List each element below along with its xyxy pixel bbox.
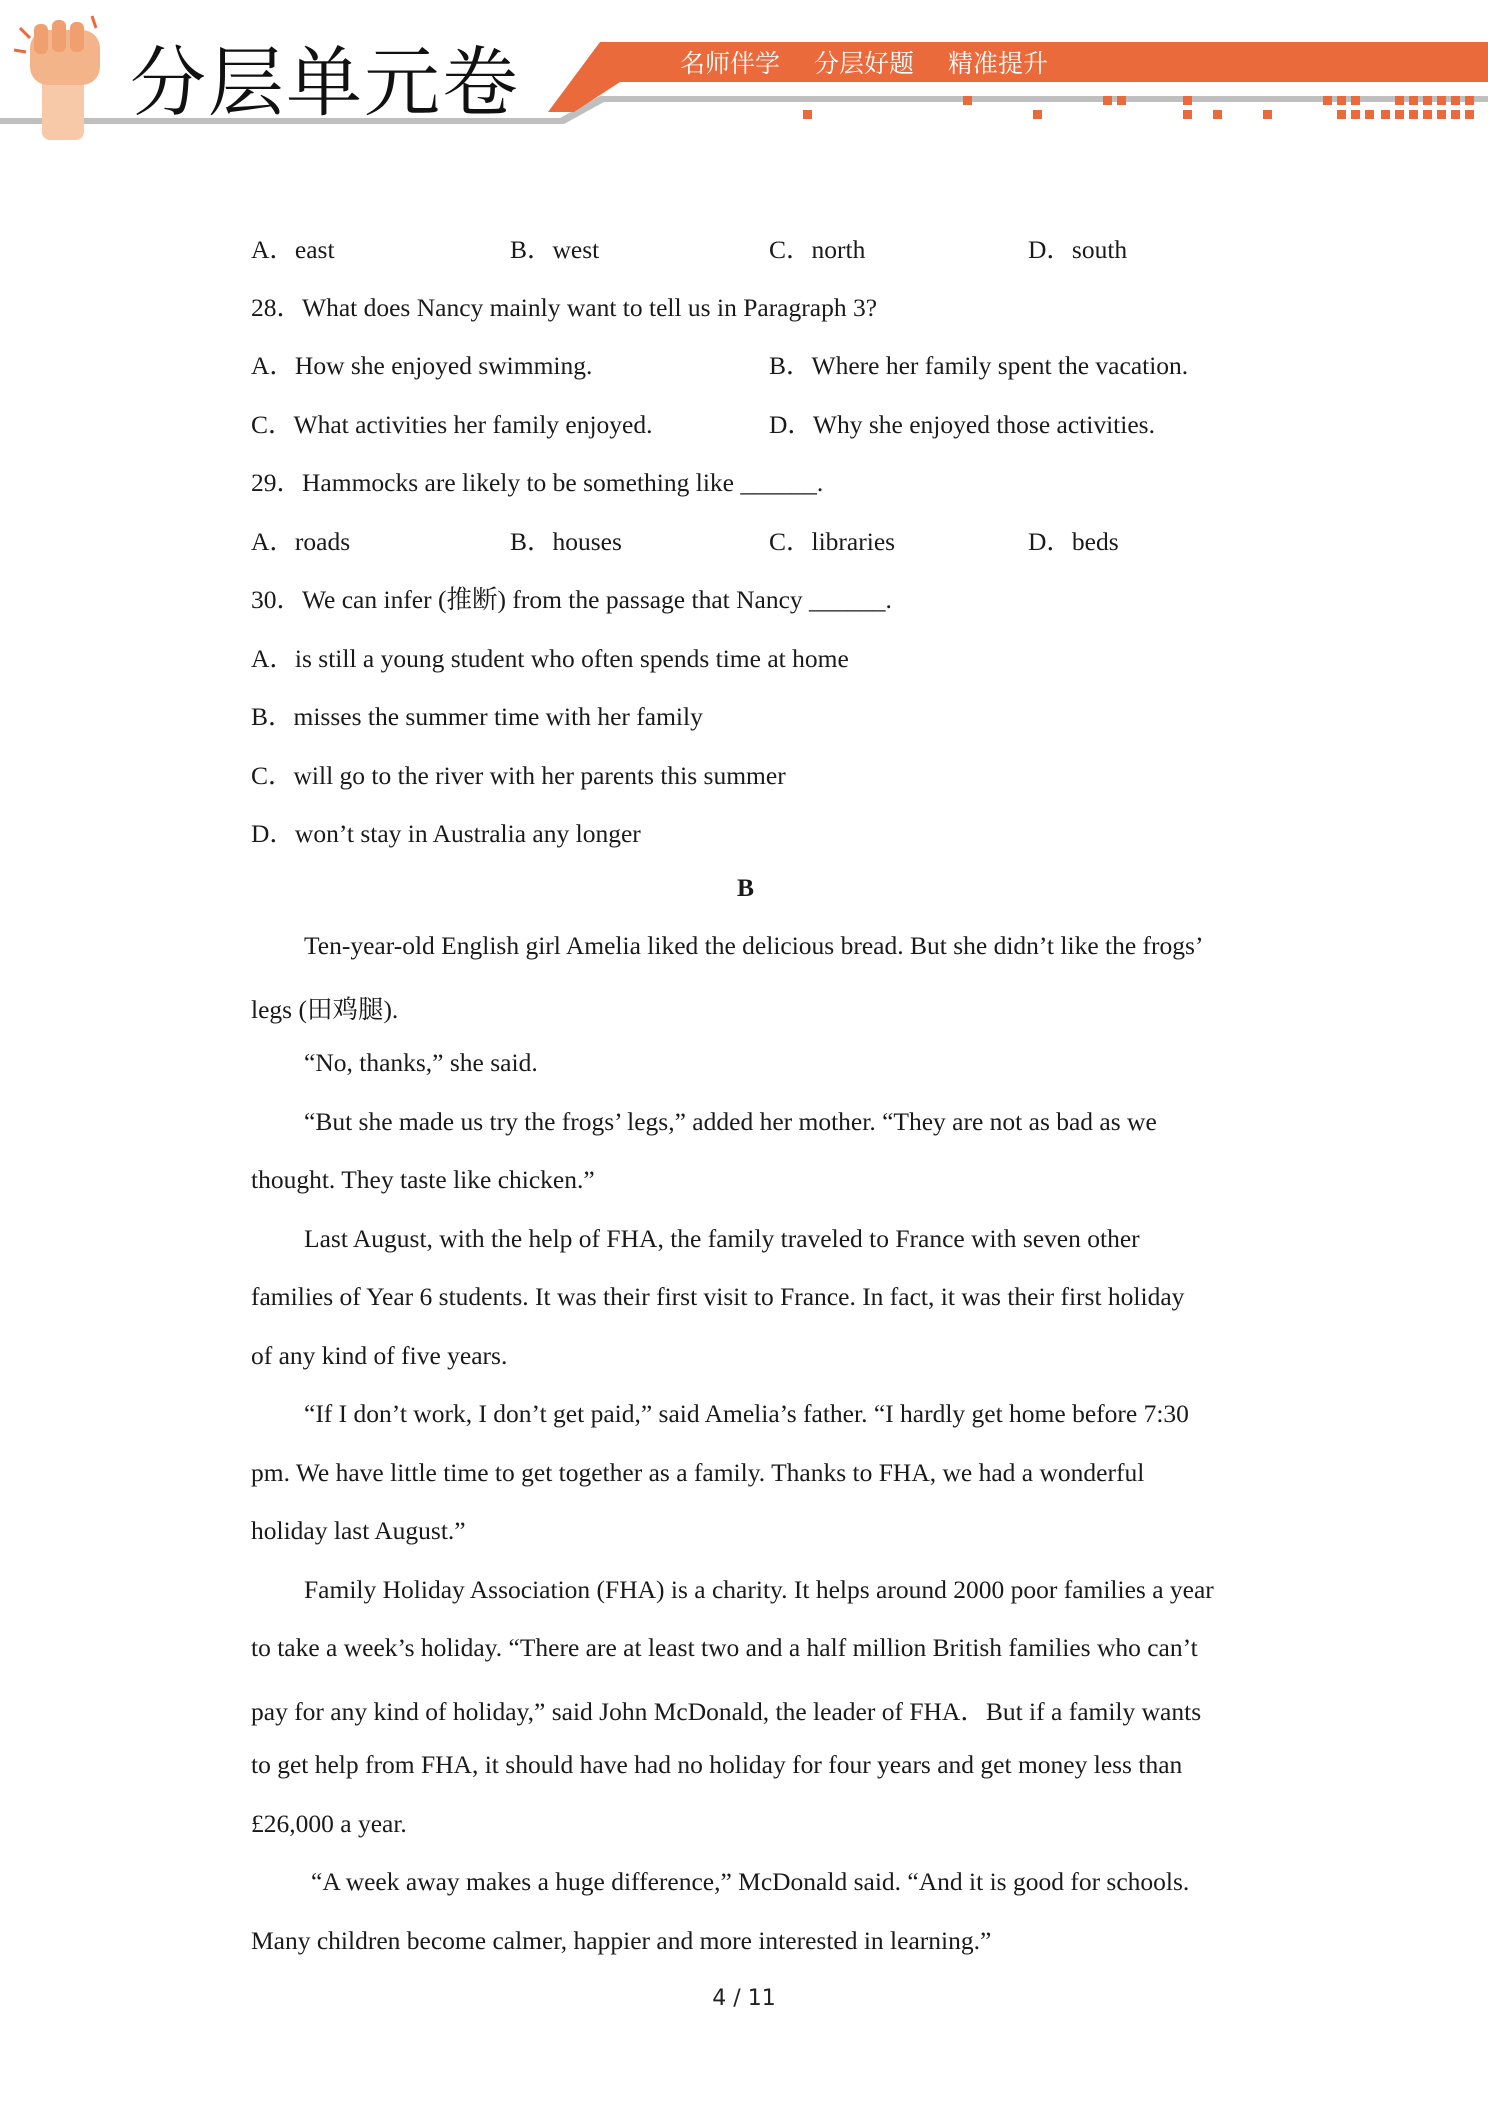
passage-line: families of Year 6 students. It was their first visit to France. In fact, it was their first holiday <box>251 1282 1185 1311</box>
passage-line: of any kind of five years. <box>251 1341 508 1370</box>
passage-line: to get help from FHA, it should have had no holiday for four years and get money less than <box>251 1750 1183 1779</box>
passage-line: Last August, with the help of FHA, the family traveled to France with seven other <box>304 1224 1140 1253</box>
section-label: B <box>737 873 755 902</box>
passage-line: Family Holiday Association (FHA) is a charity. It helps around 2000 poor families a year <box>304 1575 1214 1604</box>
option: A．is still a young student who often spends time at home <box>251 644 849 673</box>
passage-line: to take a week’s holiday. “There are at least two and a half million British families who can’t <box>251 1633 1198 1662</box>
option: D．beds <box>1028 527 1119 556</box>
option: C．libraries <box>769 527 896 556</box>
option: A．How she enjoyed swimming. <box>251 351 593 380</box>
option: B．misses the summer time with her family <box>251 702 703 731</box>
option: B．west <box>510 235 600 264</box>
slogan-item: 名师伴学 <box>680 49 781 78</box>
passage-line: “But she made us try the frogs’ legs,” added her mother. “They are not as bad as we <box>304 1107 1157 1136</box>
option: B．houses <box>510 527 622 556</box>
option: C．What activities her family enjoyed. <box>251 410 653 439</box>
passage-line: Many children become calmer, happier and more interested in learning.” <box>251 1926 992 1955</box>
slogan-item: 精准提升 <box>947 49 1048 78</box>
page-number: 4 / 11 <box>712 1986 776 2011</box>
option: A．east <box>251 235 335 264</box>
question-stem: 28．What does Nancy mainly want to tell us in Paragraph 3? <box>251 293 878 322</box>
option: C．north <box>769 235 866 264</box>
option: B．Where her family spent the vacation. <box>769 351 1189 380</box>
passage-line: thought. They taste like chicken.” <box>251 1165 595 1194</box>
option: C．will go to the river with her parents this summer <box>251 761 786 790</box>
passage-line: Ten-year-old English girl Amelia liked the delicious bread. But she didn’t like the frogs’ <box>304 931 1204 960</box>
slogan-item: 分层好题 <box>813 49 914 78</box>
page-header <box>0 0 1488 150</box>
option: D．south <box>1028 235 1128 264</box>
question-stem: 30．We can infer (推断) from the passage that Nancy ______. <box>251 585 892 614</box>
passage-line: “No, thanks,” she said. <box>304 1048 538 1077</box>
passage-line: legs (田鸡腿). <box>251 995 399 1024</box>
brand-title: 分层单元卷 <box>130 38 520 127</box>
question-stem: 29．Hammocks are likely to be something like ______. <box>251 468 824 497</box>
option: D．won’t stay in Australia any longer <box>251 819 641 848</box>
passage-line: £26,000 a year. <box>251 1809 407 1838</box>
passage-line: “A week away makes a huge difference,” McDonald said. “And it is good for schools. <box>311 1867 1190 1896</box>
option: A．roads <box>251 527 351 556</box>
passage-line: pm. We have little time to get together as a family. Thanks to FHA, we had a wonderful <box>251 1458 1145 1487</box>
header-slogan <box>680 44 1074 80</box>
passage-line: “If I don’t work, I don’t get paid,” said Amelia’s father. “I hardly get home before 7:30 <box>304 1399 1189 1428</box>
option: D．Why she enjoyed those activities. <box>769 410 1155 439</box>
passage-line: holiday last August.” <box>251 1516 466 1545</box>
passage-line: pay for any kind of holiday,” said John McDonald, the leader of FHA．But if a family wants <box>251 1697 1202 1726</box>
